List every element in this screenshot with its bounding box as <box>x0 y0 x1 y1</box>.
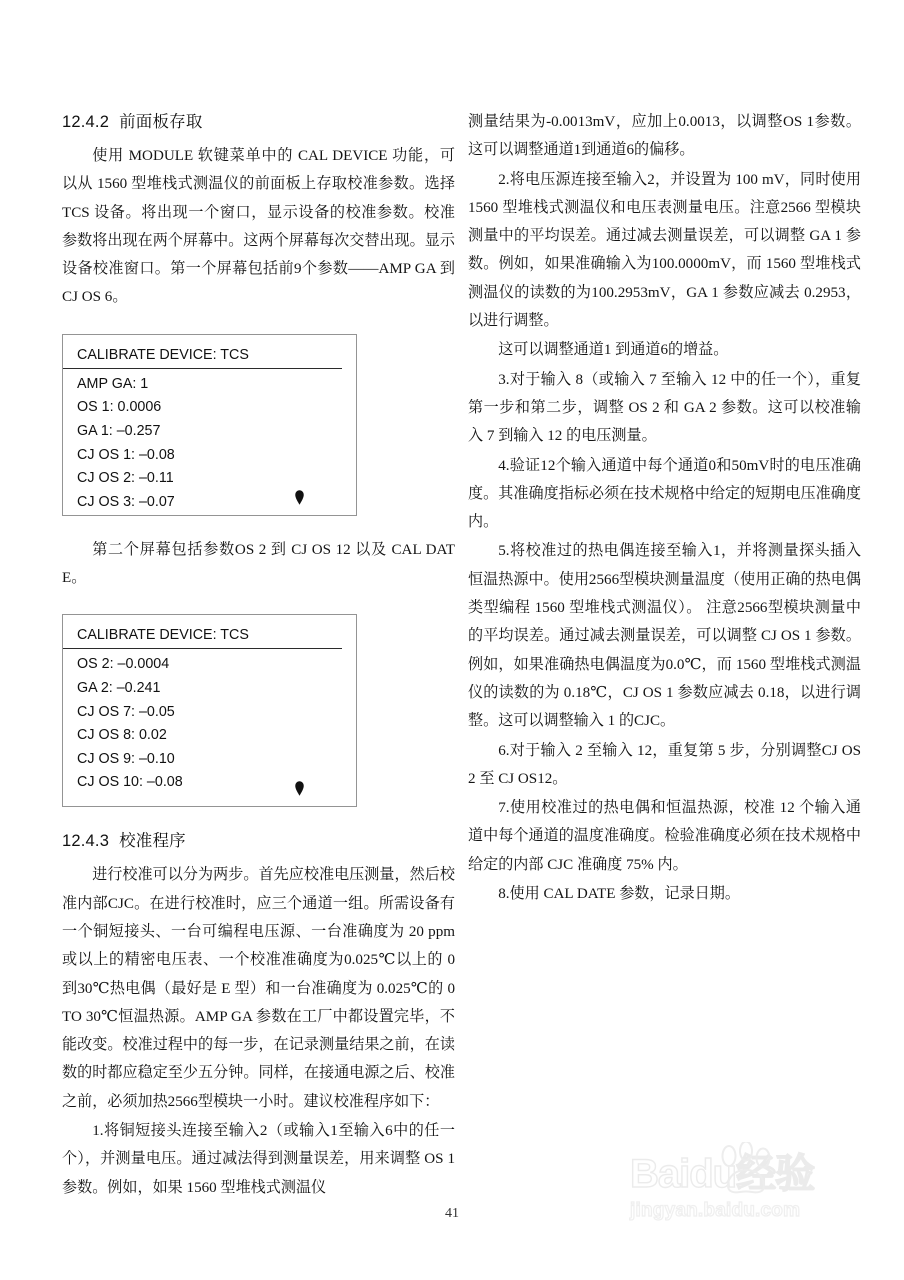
teardrop-cursor-icon <box>295 781 304 796</box>
cal-box-2-title: CALIBRATE DEVICE: TCS <box>63 627 342 649</box>
calibrate-device-box-1 <box>62 334 357 516</box>
cal-box-2-line: GA 2: –0.241 <box>77 679 161 696</box>
paragraph-step-2: 2.将电压源连接至输入2，并设置为 100 mV，同时使用 1560 型堆栈式测温仪和电压表测量电压。注意2566 型模块测量中的平均误差。通过减去测量误差，可以调整 GA 1 参数。例如，如果准确输入为100.0000mV，而 1560 型堆栈式测温仪的读数的为100.2953mV，GA 1 参数应减去 0.2953，以进行调整。 <box>468 171 861 330</box>
cal-box-1-line: GA 1: –0.257 <box>77 422 161 439</box>
cal-box-1-line: CJ OS 1: –0.08 <box>77 446 175 463</box>
cal-box-2-line: CJ OS 7: –0.05 <box>77 703 175 720</box>
paragraph-step-1-continued: 测量结果为-0.0013mV，应加上0.0013，以调整OS 1参数。这可以调整通道1到通道6的偏移。 <box>468 114 861 159</box>
paragraph-step-7: 7.使用校准过的热电偶和恒温热源，校准 12 个输入通道中每个通道的温度准确度。检验准确度必须在技术规格中给定的内部 CJC 准确度 75% 内。 <box>468 800 861 873</box>
cal-box-2-line: CJ OS 8: 0.02 <box>77 727 167 744</box>
teardrop-cursor-icon <box>295 490 304 505</box>
section-heading-12-4-3 <box>62 827 455 851</box>
section-number: 12.4.3 <box>62 832 110 851</box>
paragraph-gain-note: 这可以调整通道1 到通道6的增益。 <box>498 342 729 359</box>
section-title: 校准程序 <box>119 832 186 851</box>
paragraph-front-panel-access: 使用 MODULE 软键菜单中的 CAL DEVICE 功能，可以从 1560 型堆栈式测温仪的前面板上存取校准参数。选择 TCS 设备。将出现一个窗口，显示设备的校准参数。校准参数将出现在两个屏幕中。这两个屏幕每次交替出现。显示设备校准窗口。第一个屏幕包括前9个参数——AMP GA 到 CJ OS 6。 <box>62 148 455 306</box>
cal-box-1-line: AMP GA: 1 <box>77 375 149 392</box>
paragraph-calibration-procedure-intro: 进行校准可以分为两步。首先应校准电压测量，然后校准内部CJC。在进行校准时，应三个通道一组。所需设备有一个铜短接头、一台可编程电压源、一台准确度为 20 ppm或以上的精密电压表、一个校准准确度为0.025℃以上的 0 到30℃热电偶（最好是 E 型）和一台准确度为 0.025℃的 0 TO 30℃恒温热源。AMP GA 参数在工厂中都设置完毕，不能改变。校准过程中的每一步，在记录测量结果之前，在读数的时都应稳定至少五分钟。同样，在接通电源之后、校准之前，必须加热2566型模块一小时。建议校准程序如下： <box>62 867 455 1110</box>
paragraph-step-4: 4.验证12个输入通道中每个通道0和50mV时的电压准确度。其准确度指标必须在技术规格中给定的短期电压准确度内。 <box>468 457 861 531</box>
paragraph-second-screen: 第二个屏幕包括参数OS 2 到 CJ OS 12 以及 CAL DATE。 <box>62 541 455 587</box>
paragraph-step-3: 3.对于输入 8（或输入 7 至输入 12 中的任一个），重复第一步和第二步，调整 OS 2 和 GA 2 参数。这可以校准输入 7 到输入 12 的电压测量。 <box>468 371 861 445</box>
paragraph-step-8: 8.使用 CAL DATE 参数，记录日期。 <box>498 886 740 903</box>
section-title: 前面板存取 <box>119 113 203 131</box>
page-number: 41 <box>445 1206 459 1221</box>
calibrate-device-box-2 <box>62 614 357 807</box>
cal-box-1-line: OS 1: 0.0006 <box>77 399 162 416</box>
watermark-url: jingyan.baidu.com <box>630 1200 801 1221</box>
cal-box-2-parameter-list <box>63 649 356 795</box>
cal-box-1-line: CJ OS 2: –0.11 <box>77 470 174 487</box>
left-column <box>62 108 455 1203</box>
paragraph-step-6: 6.对于输入 2 至输入 12，重复第 5 步，分别调整CJ OS 2 至 CJ OS12。 <box>468 742 861 787</box>
cal-box-2-line: CJ OS 10: –0.08 <box>77 774 183 791</box>
cal-box-2-line: OS 2: –0.0004 <box>77 656 170 673</box>
watermark-title: Baidu经验 <box>630 1152 815 1196</box>
paragraph-step-1: 1.将铜短接头连接至输入2（或输入1至输入6中的任一个），并测量电压。通过减法得到测量误差，用来调整 OS 1 参数。例如，如果 1560 型堆栈式测温仪 <box>62 1123 455 1196</box>
paragraph-step-5: 5.将校准过的热电偶连接至输入1，并将测量探头插入恒温热源中。使用2566型模块测量温度（使用正确的热电偶类型编程 1560 型堆栈式测温仪）。 注意2566型模块测量中的平均误差。通过减去测量误差，可以调整 CJ OS 1 参数。例如，如果准确热电偶温度为0.0℃，而 1560 型堆栈式测温仪的读数的为 0.18℃，CJ OS 1 参数应减去 0.18，以进行调整。这可以调整输入 1 的CJC。 <box>468 543 861 730</box>
section-heading-12-4-2 <box>62 108 455 132</box>
section-number: 12.4.2 <box>62 113 110 131</box>
cal-box-1-line: CJ OS 3: –0.07 <box>77 493 175 510</box>
baidu-paw-icon <box>716 1142 778 1194</box>
cal-box-2-line: CJ OS 9: –0.10 <box>77 750 175 767</box>
right-column <box>468 108 861 909</box>
cal-box-1-title: CALIBRATE DEVICE: TCS <box>63 347 342 369</box>
cal-box-1-parameter-list <box>63 369 356 515</box>
baidu-jingyan-watermark <box>630 1152 880 1248</box>
